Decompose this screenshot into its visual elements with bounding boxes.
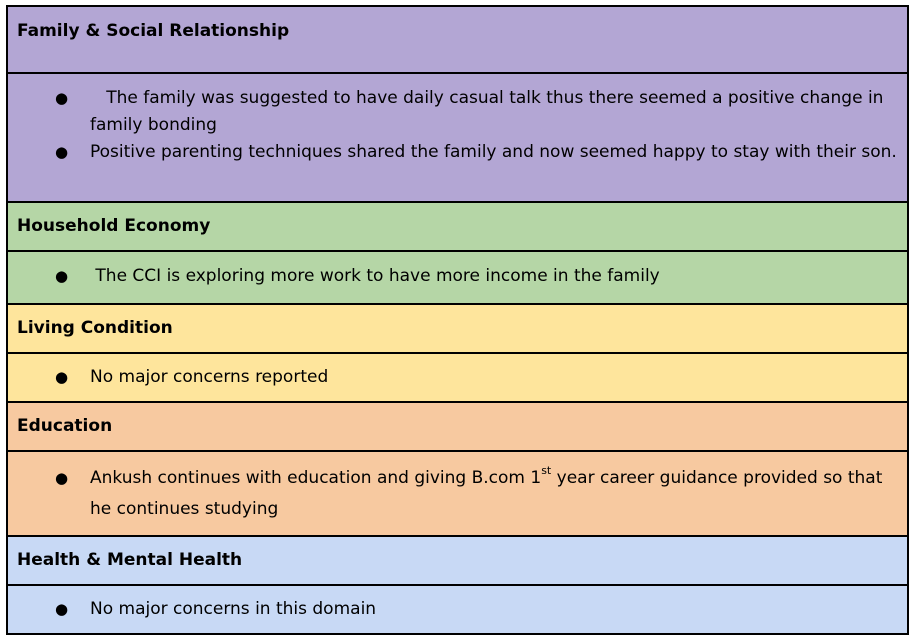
section-content-economy [8,252,907,305]
list-item [8,85,907,139]
list-item-text-before-superscript: Ankush continues with education and giving B.com 1 [90,468,542,488]
section-header-economy [8,203,907,252]
list-item-text: Positive parenting techniques shared the family and now seemed happy to stay with their son. [90,142,897,162]
section-header-health [8,537,907,586]
assessment-table [6,5,909,635]
section-header-living [8,305,907,354]
list-item-text-after-superscript: year career guidance provided so that he continues studying [90,468,888,519]
superscript-ordinal: st [541,464,552,478]
list-item-text: The family was suggested to have daily casual talk thus there seemed a positive change in family bonding [90,88,889,135]
section-title-education: Education [17,416,113,436]
list-item [8,263,907,290]
bullet-icon: ● [55,89,69,107]
section-header-family [8,7,907,74]
bullet-icon: ● [55,469,69,487]
section-title-living: Living Condition [17,318,173,338]
section-content-living [8,354,907,403]
list-item [8,596,907,623]
section-title-family: Family & Social Relationship [17,21,290,41]
section-content-health [8,586,907,635]
bullet-list-education [8,463,907,525]
list-item [8,139,907,166]
section-content-education [8,452,907,537]
list-item-text: No major concerns reported [90,367,329,387]
section-title-health: Health & Mental Health [17,550,243,570]
section-header-education [8,403,907,452]
list-item [8,463,907,525]
list-item-text: The CCI is exploring more work to have more income in the family [90,266,660,286]
section-title-economy: Household Economy [17,216,211,236]
list-item-text: No major concerns in this domain [90,599,377,619]
bullet-icon: ● [55,267,69,285]
bullet-list-economy [8,263,907,290]
section-content-family [8,74,907,203]
bullet-list-health [8,596,907,623]
bullet-icon: ● [55,368,69,386]
bullet-list-family [8,85,907,166]
bullet-icon: ● [55,600,69,618]
bullet-icon: ● [55,143,69,161]
list-item [8,364,907,391]
bullet-list-living [8,364,907,391]
